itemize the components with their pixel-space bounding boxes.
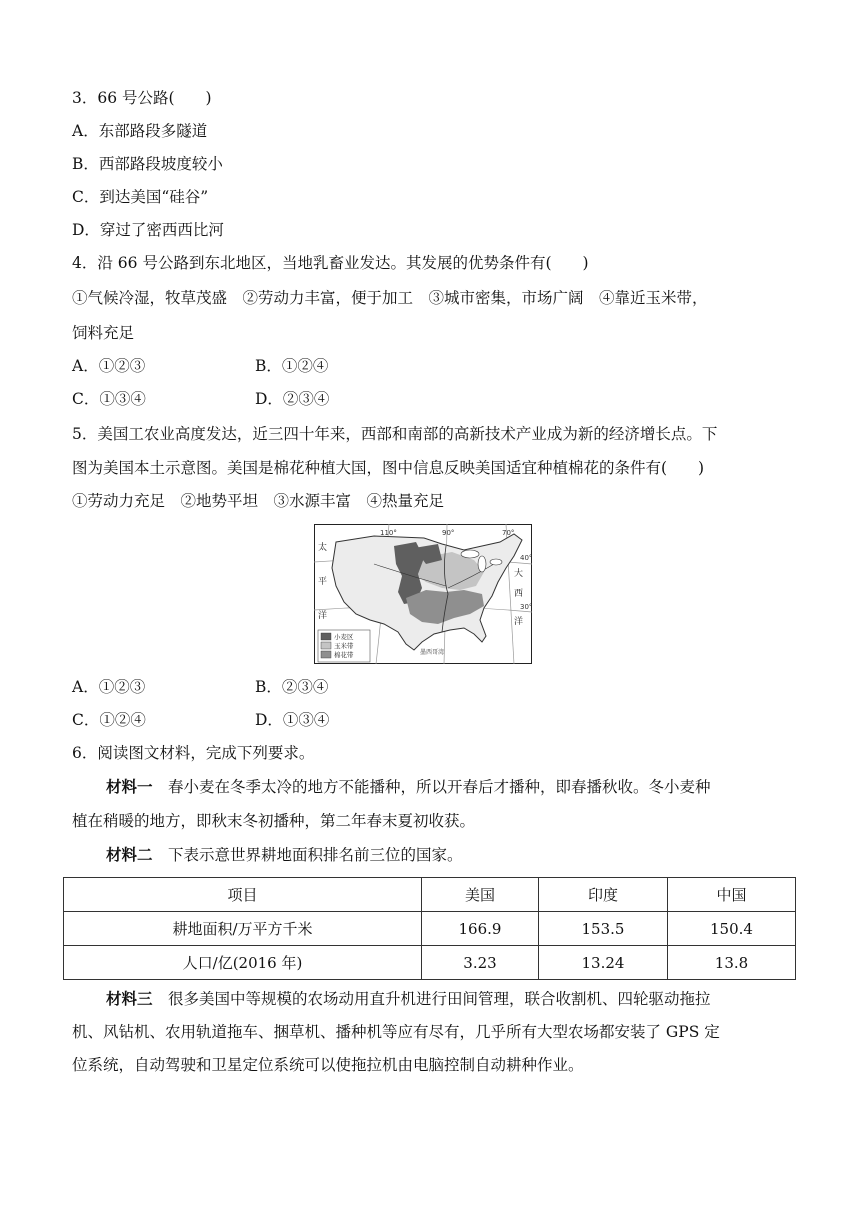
material-1-line1 — [106, 777, 711, 797]
table-header-cell: 中国 — [668, 878, 796, 912]
q4-stem: 4．沿 66 号公路到东北地区，当地乳畜业发达。其发展的优势条件有( ) — [72, 254, 589, 272]
q4-conditions-line1: ①气候冷湿，牧草茂盛 ②劳动力丰富，便于加工 ③城市密集，市场广阔 ④靠近玉米带， — [72, 289, 708, 307]
atlantic-label-2: 西 — [514, 589, 524, 599]
farmland-table — [63, 877, 796, 980]
legend-wheat-swatch — [321, 633, 331, 640]
legend-wheat-label: 小麦区 — [334, 633, 354, 641]
lon-70-label: 70° — [502, 529, 515, 537]
lon-110-label: 110° — [380, 529, 397, 537]
q5-option-a: A．①②③ — [72, 678, 146, 696]
table-cell: 166.9 — [422, 912, 539, 946]
table-cell: 耕地面积/万平方千米 — [64, 912, 422, 946]
usa-map-figure — [314, 524, 532, 664]
table-header-cell: 印度 — [539, 878, 668, 912]
q5-option-b: B．②③④ — [255, 678, 329, 696]
q5-stem-line1: 5．美国工农业高度发达，近三四十年来，西部和南部的高新技术产业成为新的经济增长点。下 — [72, 425, 718, 443]
q3-option-c: C．到达美国“硅谷” — [72, 188, 209, 206]
lon-90-label: 90° — [442, 529, 455, 537]
q3-stem: 3．66 号公路( ) — [72, 89, 212, 107]
great-lake-erie — [490, 559, 502, 565]
q5-option-d: D．①③④ — [255, 711, 330, 729]
table-row — [64, 946, 796, 980]
pacific-label-1: 太 — [318, 543, 328, 553]
legend-cotton-swatch — [321, 651, 331, 658]
table-cell: 人口/亿(2016 年) — [64, 946, 422, 980]
material-1-label: 材料一 — [106, 777, 153, 796]
q5-option-c: C．①②④ — [72, 711, 146, 729]
great-lake-superior — [461, 550, 479, 558]
great-lake-michigan — [478, 556, 486, 572]
q5-conditions: ①劳动力充足 ②地势平坦 ③水源丰富 ④热量充足 — [72, 492, 445, 510]
q3-option-b: B．西部路段坡度较小 — [72, 155, 223, 173]
table-cell: 13.8 — [668, 946, 796, 980]
q4-conditions-line2: 饲料充足 — [72, 324, 135, 342]
q6-stem: 6．阅读图文材料，完成下列要求。 — [72, 744, 315, 762]
lat-40-label: 40° — [520, 554, 532, 562]
table-cell: 153.5 — [539, 912, 668, 946]
table-header-cell: 美国 — [422, 878, 539, 912]
material-3-label: 材料三 — [106, 989, 153, 1008]
gulf-label: 墨西哥湾 — [420, 649, 445, 656]
legend-corn-swatch — [321, 642, 331, 649]
q4-option-b: B．①②④ — [255, 357, 329, 375]
q5-stem-line2: 图为美国本土示意图。美国是棉花种植大国，图中信息反映美国适宜种植棉花的条件有( ) — [72, 459, 705, 477]
table-header-row — [64, 878, 796, 912]
q3-option-a: A．东部路段多隧道 — [72, 122, 208, 140]
table-row — [64, 912, 796, 946]
material-3-text: 很多美国中等规模的农场动用直升机进行田间管理，联合收割机、四轮驱动拖拉 — [152, 990, 711, 1008]
material-2-line — [106, 845, 463, 865]
atlantic-label-3: 洋 — [514, 617, 524, 627]
table-header-cell: 项目 — [64, 878, 422, 912]
atlantic-label-1: 大 — [514, 569, 524, 579]
pacific-label-3: 洋 — [318, 611, 328, 621]
material-3-line2: 机、风钻机、农用轨道拖车、捆草机、播种机等应有尽有，几乎所有大型农场都安装了 GPS 定 — [72, 1023, 720, 1041]
table-cell: 13.24 — [539, 946, 668, 980]
lat-30-label: 30° — [520, 603, 532, 611]
pacific-label-2: 平 — [318, 577, 328, 587]
material-2-label: 材料二 — [106, 845, 153, 864]
material-3-line3: 位系统，自动驾驶和卫星定位系统可以使拖拉机由电脑控制自动耕种作业。 — [72, 1056, 584, 1074]
legend-corn-label: 玉米带 — [334, 642, 354, 650]
material-1-text: 春小麦在冬季太冷的地方不能播种，所以开春后才播种，即春播秋收。冬小麦种 — [152, 778, 711, 796]
q4-option-c: C．①③④ — [72, 390, 146, 408]
material-2-text: 下表示意世界耕地面积排名前三位的国家。 — [152, 846, 463, 864]
material-3-line1 — [106, 989, 711, 1009]
table-cell: 3.23 — [422, 946, 539, 980]
q4-option-a: A．①②③ — [72, 357, 146, 375]
legend-cotton-label: 棉花带 — [334, 651, 354, 659]
q4-option-d: D．②③④ — [255, 390, 330, 408]
q3-option-d: D．穿过了密西西比河 — [72, 221, 224, 239]
table-cell: 150.4 — [668, 912, 796, 946]
usa-map — [314, 524, 532, 664]
material-1-line2: 植在稍暖的地方，即秋末冬初播种，第二年春末夏初收获。 — [72, 812, 476, 830]
